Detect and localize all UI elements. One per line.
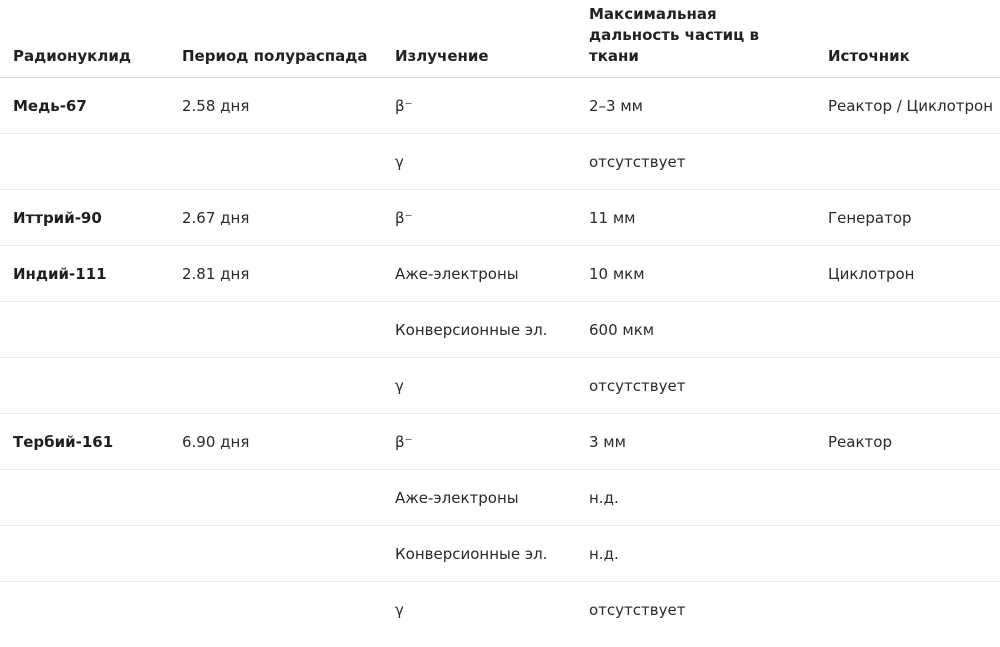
header-radionuclide: Радионуклид — [13, 47, 131, 65]
cell-emission: Конверсионные эл. — [395, 545, 548, 563]
cell-max-range: 600 мкм — [589, 321, 655, 339]
cell-max-range: отсутствует — [589, 601, 686, 619]
table-row — [0, 302, 1000, 358]
cell-emission: γ — [395, 153, 404, 171]
table-row — [0, 414, 1000, 470]
cell-radionuclide: Тербий-161 — [13, 433, 114, 451]
cell-emission: Конверсионные эл. — [395, 321, 548, 339]
cell-emission: β⁻ — [395, 433, 413, 451]
cell-radionuclide: Медь-67 — [13, 97, 87, 115]
cell-emission: γ — [395, 601, 404, 619]
cell-emission: β⁻ — [395, 97, 413, 115]
cell-max-range: 3 мм — [589, 433, 626, 451]
cell-emission: γ — [395, 377, 404, 395]
cell-max-range: 10 мкм — [589, 265, 645, 283]
cell-source: Реактор — [828, 433, 892, 451]
table-row — [0, 246, 1000, 302]
cell-source: Генератор — [828, 209, 912, 227]
cell-half-life: 6.90 дня — [182, 433, 250, 451]
cell-source: Циклотрон — [828, 265, 915, 283]
cell-max-range: 2–3 мм — [589, 97, 643, 115]
table-row — [0, 470, 1000, 526]
cell-half-life: 2.67 дня — [182, 209, 250, 227]
header-max-range: Максимальная дальность частиц в ткани — [589, 5, 760, 65]
table-row — [0, 358, 1000, 414]
cell-max-range: н.д. — [589, 489, 619, 507]
table-row — [0, 582, 1000, 637]
cell-emission: Аже-электроны — [395, 265, 519, 283]
table-header-row — [0, 0, 1000, 78]
table-row — [0, 526, 1000, 582]
header-emission: Излучение — [395, 47, 489, 65]
cell-radionuclide: Индий-111 — [13, 265, 107, 283]
header-half-life: Период полураспада — [182, 47, 368, 65]
cell-max-range: н.д. — [589, 545, 619, 563]
header-source: Источник — [828, 47, 910, 65]
cell-radionuclide: Иттрий-90 — [13, 209, 102, 227]
cell-source: Реактор / Циклотрон — [828, 97, 994, 115]
cell-half-life: 2.58 дня — [182, 97, 250, 115]
table-row — [0, 190, 1000, 246]
cell-emission: β⁻ — [395, 209, 413, 227]
table-row — [0, 134, 1000, 190]
cell-max-range: 11 мм — [589, 209, 636, 227]
cell-emission: Аже-электроны — [395, 489, 519, 507]
table-row — [0, 78, 1000, 134]
cell-half-life: 2.81 дня — [182, 265, 250, 283]
cell-max-range: отсутствует — [589, 153, 686, 171]
cell-max-range: отсутствует — [589, 377, 686, 395]
